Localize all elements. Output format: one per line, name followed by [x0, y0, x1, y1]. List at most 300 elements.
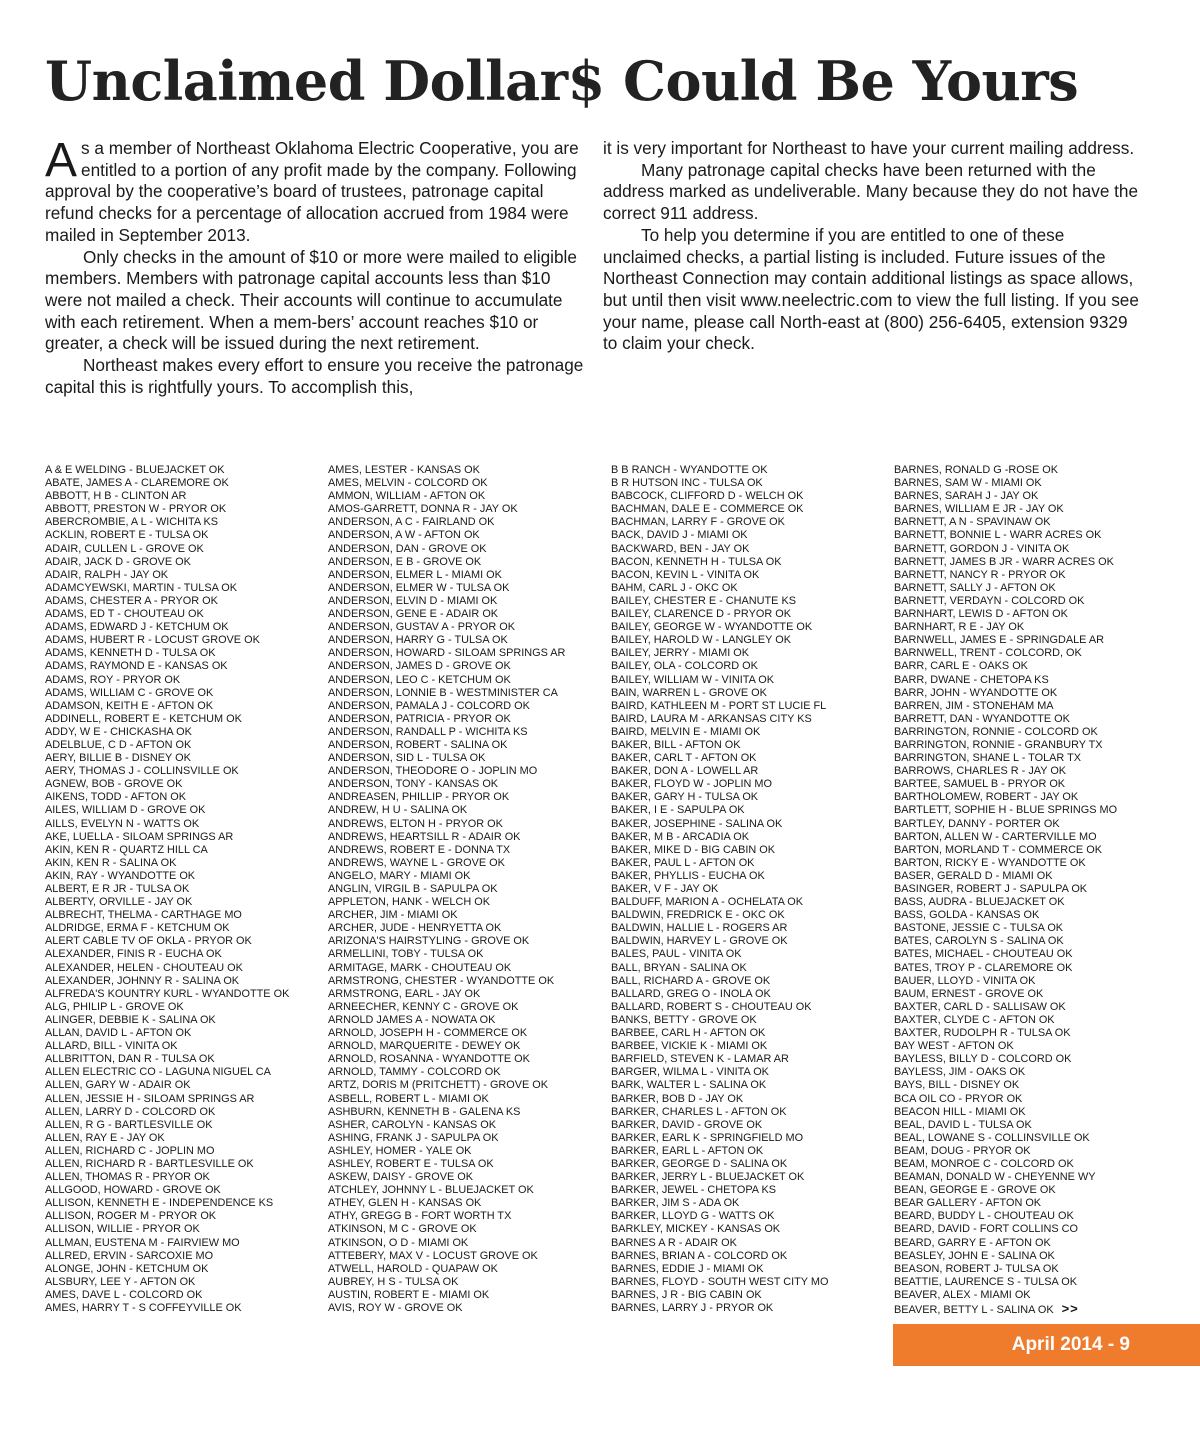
- list-item: [45, 1289, 330, 1302]
- list-item: [611, 647, 896, 660]
- list-item: [894, 909, 1179, 922]
- list-item-text: ANDERSON, ROBERT - SALINA OK: [328, 738, 508, 751]
- list-item-text: BAYS, BILL - DISNEY OK: [894, 1079, 1020, 1092]
- list-item-text: BARNETT, VERDAYN - COLCORD OK: [894, 594, 1085, 607]
- list-item: [894, 713, 1179, 726]
- list-item-text: ALG, PHILIP L - GROVE OK: [45, 1000, 184, 1013]
- list-item: [328, 1053, 613, 1066]
- list-item: [611, 935, 896, 948]
- list-item: [45, 621, 330, 634]
- list-item-text: BALDWIN, HARVEY L - GROVE OK: [611, 935, 788, 948]
- list-item-text: B B RANCH - WYANDOTTE OK: [611, 464, 768, 476]
- list-item-text: ALLGOOD, HOWARD - GROVE OK: [45, 1184, 221, 1197]
- list-item: [894, 1145, 1179, 1158]
- list-item-text: ANDERSON, HOWARD - SILOAM SPRINGS AR: [328, 647, 566, 660]
- list-item: [328, 687, 613, 700]
- list-item-text: BALDUFF, MARION A - OCHELATA OK: [611, 896, 804, 909]
- intro-paragraph-5: To help you determine if you are entitled to one of these unclaimed checks, a partial listing is included. Future issues of the Northeast Connection may contain additional listings as space allows, but until then visit www.neelectric.com to view the full listing. If you see your name, please call North-east at (800) 256-6405, extension 9329 to claim your check.: [603, 224, 1139, 354]
- list-item: [328, 857, 613, 870]
- list-item-text: ALLISON, KENNETH E - INDEPENDENCE KS: [45, 1197, 274, 1210]
- name-list-column-4: [894, 464, 1179, 1317]
- list-item: [45, 975, 330, 988]
- list-item-text: ADAIR, CULLEN L - GROVE OK: [45, 542, 204, 555]
- list-item: [45, 595, 330, 608]
- list-item: [894, 1302, 1179, 1317]
- list-item-text: BAYLESS, JIM - OAKS OK: [894, 1066, 1026, 1079]
- list-item-text: ANDERSON, A W - AFTON OK: [328, 529, 480, 542]
- list-item: [45, 660, 330, 673]
- list-item-text: ATHEY, GLEN H - KANSAS OK: [328, 1197, 482, 1210]
- list-item: [45, 503, 330, 516]
- list-item: [328, 1197, 613, 1210]
- list-item-text: ALLBRITTON, DAN R - TULSA OK: [45, 1053, 215, 1066]
- list-item: [45, 516, 330, 529]
- list-item-text: APPLETON, HANK - WELCH OK: [328, 896, 490, 909]
- name-list-column-2: [328, 464, 613, 1315]
- list-item-text: ARNOLD, TAMMY - COLCORD OK: [328, 1066, 501, 1079]
- list-item: [45, 1079, 330, 1092]
- list-item-text: BAXTER, RUDOLPH R - TULSA OK: [894, 1027, 1071, 1040]
- list-item-text: AILES, WILLIAM D - GROVE OK: [45, 804, 206, 817]
- list-item-text: ADAMS, WILLIAM C - GROVE OK: [45, 686, 214, 699]
- list-item: [45, 687, 330, 700]
- list-item-text: BAHM, CARL J - OKC OK: [611, 581, 738, 594]
- list-item: [328, 1093, 613, 1106]
- list-item-text: BAKER, JOSEPHINE - SALINA OK: [611, 817, 783, 830]
- list-item-text: ANDREASEN, PHILLIP - PRYOR OK: [328, 791, 510, 804]
- list-item-text: ABBOTT, PRESTON W - PRYOR OK: [45, 503, 227, 516]
- list-item: [894, 1276, 1179, 1289]
- list-item: [894, 1053, 1179, 1066]
- list-item: [328, 569, 613, 582]
- list-item: [328, 962, 613, 975]
- list-item-text: BARFIELD, STEVEN K - LAMAR AR: [611, 1053, 789, 1066]
- list-item: [45, 844, 330, 857]
- list-item-text: ADDY, W E - CHICKASHA OK: [45, 725, 192, 738]
- list-item: [45, 883, 330, 896]
- list-item: [894, 595, 1179, 608]
- list-item: [894, 896, 1179, 909]
- list-item-text: BATES, MICHAEL - CHOUTEAU OK: [894, 948, 1073, 961]
- list-item-text: ADELBLUE, C D - AFTON OK: [45, 738, 192, 751]
- list-item-text: ARMITAGE, MARK - CHOUTEAU OK: [328, 961, 512, 974]
- list-item: [894, 1197, 1179, 1210]
- list-item-text: BACK, DAVID J - MIAMI OK: [611, 529, 748, 542]
- list-item-text: ARNOLD, JOSEPH H - COMMERCE OK: [328, 1027, 528, 1040]
- list-item: [328, 634, 613, 647]
- list-item-text: BAKER, I E - SAPULPA OK: [611, 804, 745, 817]
- list-item-text: ALLRED, ERVIN - SARCOXIE MO: [45, 1249, 214, 1262]
- list-item-text: ANDERSON, GUSTAV A - PRYOR OK: [328, 621, 515, 634]
- list-item: [894, 477, 1179, 490]
- list-item: [611, 464, 896, 477]
- list-item: [611, 1223, 896, 1236]
- list-item: [328, 752, 613, 765]
- list-item-text: BAILEY, HAROLD W - LANGLEY OK: [611, 634, 791, 647]
- list-item-text: BAY WEST - AFTON OK: [894, 1040, 1014, 1053]
- list-item: [611, 1263, 896, 1276]
- list-item: [611, 831, 896, 844]
- list-item: [611, 962, 896, 975]
- list-item: [894, 543, 1179, 556]
- list-item: [45, 962, 330, 975]
- list-item: [611, 988, 896, 1001]
- list-item: [894, 778, 1179, 791]
- list-item-text: ASHER, CAROLYN - KANSAS OK: [328, 1118, 497, 1131]
- list-item: [328, 975, 613, 988]
- list-item: [328, 791, 613, 804]
- list-item-text: BARKER, GEORGE D - SALINA OK: [611, 1157, 788, 1170]
- list-item: [894, 660, 1179, 673]
- list-item-text: BAILEY, WILLIAM W - VINITA OK: [611, 673, 774, 686]
- list-item: [611, 948, 896, 961]
- list-item: [611, 739, 896, 752]
- list-item: [894, 1237, 1179, 1250]
- list-item-text: AGNEW, BOB - GROVE OK: [45, 778, 183, 791]
- list-item-text: ANDERSON, HARRY G - TULSA OK: [328, 634, 508, 647]
- list-item: [611, 752, 896, 765]
- list-item: [328, 804, 613, 817]
- list-item-text: BALLARD, GREG O - INOLA OK: [611, 987, 771, 1000]
- list-item: [328, 595, 613, 608]
- list-item: [611, 595, 896, 608]
- list-item: [45, 1027, 330, 1040]
- list-item-text: ALLISON, ROGER M - PRYOR OK: [45, 1210, 217, 1223]
- list-item-text: BALDWIN, FREDRICK E - OKC OK: [611, 909, 785, 922]
- list-item: [45, 1276, 330, 1289]
- list-item: [45, 1053, 330, 1066]
- list-item: [894, 647, 1179, 660]
- list-item-text: ADAMS, ROY - PRYOR OK: [45, 673, 181, 686]
- list-item: [611, 844, 896, 857]
- list-item-text: ACKLIN, ROBERT E - TULSA OK: [45, 529, 209, 542]
- list-item-text: ALLEN, JESSIE H - SILOAM SPRINGS AR: [45, 1092, 255, 1105]
- list-item-text: BEARD, DAVID - FORT COLLINS CO: [894, 1223, 1078, 1236]
- list-item: [45, 1014, 330, 1027]
- list-item-text: BARNES, J R - BIG CABIN OK: [611, 1288, 762, 1301]
- list-item-text: BARNES, SARAH J - JAY OK: [894, 490, 1039, 503]
- list-item-text: ALLEN, R G - BARTLESVILLE OK: [45, 1118, 213, 1131]
- list-item: [45, 674, 330, 687]
- list-item-text: ANDERSON, GENE E - ADAIR OK: [328, 608, 499, 621]
- list-item: [611, 857, 896, 870]
- list-item: [894, 752, 1179, 765]
- list-item-text: BASER, GERALD D - MIAMI OK: [894, 869, 1053, 882]
- list-item: [45, 582, 330, 595]
- list-item: [45, 1106, 330, 1119]
- list-item: [611, 674, 896, 687]
- list-item-text: BARNETT, BONNIE L - WARR ACRES OK: [894, 529, 1102, 542]
- list-item-text: BAKER, PHYLLIS - EUCHA OK: [611, 869, 765, 882]
- list-item: [611, 660, 896, 673]
- list-item: [328, 1119, 613, 1132]
- list-item-text: AMES, MELVIN - COLCORD OK: [328, 477, 488, 490]
- list-item: [45, 556, 330, 569]
- list-item: [45, 1119, 330, 1132]
- list-item: [45, 857, 330, 870]
- list-item-text: BAKER, PAUL L - AFTON OK: [611, 856, 755, 869]
- list-item: [894, 870, 1179, 883]
- list-item-text: ADAMS, HUBERT R - LOCUST GROVE OK: [45, 634, 260, 647]
- list-item: [611, 1145, 896, 1158]
- list-item-text: BARNWELL, TRENT - COLCORD, OK: [894, 647, 1082, 660]
- list-item-text: BARNHART, LEWIS D - AFTON OK: [894, 608, 1068, 621]
- list-item: [611, 1171, 896, 1184]
- list-item-text: BARTON, MORLAND T - COMMERCE OK: [894, 843, 1102, 856]
- list-item: [45, 1066, 330, 1079]
- list-item: [894, 516, 1179, 529]
- list-item-text: BALLARD, ROBERT S - CHOUTEAU OK: [611, 1000, 812, 1013]
- list-item: [894, 1132, 1179, 1145]
- list-item-text: BARKER, JIM S - ADA OK: [611, 1197, 740, 1210]
- list-item: [894, 1289, 1179, 1302]
- list-item-text: BARRINGTON, RONNIE - GRANBURY TX: [894, 738, 1103, 751]
- list-item: [894, 503, 1179, 516]
- list-item: [45, 778, 330, 791]
- list-item: [611, 765, 896, 778]
- list-item-text: BEAM, DOUG - PRYOR OK: [894, 1144, 1031, 1157]
- list-item-text: BAXTER, CARL D - SALLISAW OK: [894, 1000, 1066, 1013]
- list-item: [328, 1223, 613, 1236]
- list-item-text: ATCHLEY, JOHNNY L - BLUEJACKET OK: [328, 1184, 534, 1197]
- list-item: [611, 804, 896, 817]
- list-item: [611, 713, 896, 726]
- list-item-text: ARIZONA'S HAIRSTYLING - GROVE OK: [328, 935, 530, 948]
- list-item-text: ATWELL, HAROLD - QUAPAW OK: [328, 1262, 498, 1275]
- list-item: [45, 700, 330, 713]
- list-item-text: BARROWS, CHARLES R - JAY OK: [894, 765, 1067, 778]
- list-item: [611, 1027, 896, 1040]
- list-item-text: BEAMAN, DONALD W - CHEYENNE WY: [894, 1171, 1096, 1184]
- list-item-text: ANDERSON, PAMALA J - COLCORD OK: [328, 699, 530, 712]
- list-item: [894, 621, 1179, 634]
- list-item: [894, 818, 1179, 831]
- list-item-text: ANDERSON, TONY - KANSAS OK: [328, 778, 499, 791]
- list-item: [45, 569, 330, 582]
- list-item: [45, 713, 330, 726]
- list-item-text: ANDERSON, ELVIN D - MIAMI OK: [328, 594, 498, 607]
- list-item: [45, 1263, 330, 1276]
- list-item-text: BAKER, V F - JAY OK: [611, 883, 719, 895]
- list-item: [611, 1001, 896, 1014]
- list-item: [894, 962, 1179, 975]
- list-item-text: ATTEBERY, MAX V - LOCUST GROVE OK: [328, 1249, 538, 1262]
- list-item: [45, 608, 330, 621]
- list-item: [328, 1040, 613, 1053]
- list-item: [45, 765, 330, 778]
- list-item: [611, 621, 896, 634]
- list-item: [45, 935, 330, 948]
- list-item: [894, 883, 1179, 896]
- list-item-text: ANDERSON, ELMER L - MIAMI OK: [328, 568, 502, 581]
- list-item: [611, 543, 896, 556]
- list-item-text: BASTONE, JESSIE C - TULSA OK: [894, 922, 1064, 935]
- list-item: [328, 490, 613, 503]
- list-item: [328, 1171, 613, 1184]
- list-item: [611, 791, 896, 804]
- list-item-text: AMOS-GARRETT, DONNA R - JAY OK: [328, 503, 518, 516]
- list-item: [328, 909, 613, 922]
- list-item: [328, 726, 613, 739]
- list-item: [328, 1001, 613, 1014]
- list-item-text: ARTZ, DORIS M (PRITCHETT) - GROVE OK: [328, 1079, 549, 1092]
- list-item-text: BEAL, LOWANE S - COLLINSVILLE OK: [894, 1131, 1090, 1144]
- list-item-text: BATES, TROY P - CLAREMORE OK: [894, 961, 1073, 974]
- list-item: [45, 1040, 330, 1053]
- list-item-text: ASHING, FRANK J - SAPULPA OK: [328, 1131, 499, 1144]
- list-item-text: BEAM, MONROE C - COLCORD OK: [894, 1157, 1074, 1170]
- list-item-text: BARREN, JIM - STONEHAM MA: [894, 699, 1054, 712]
- list-item-text: ANDERSON, PATRICIA - PRYOR OK: [328, 712, 511, 725]
- list-item: [328, 660, 613, 673]
- list-item-text: BEAVER, ALEX - MIAMI OK: [894, 1288, 1031, 1301]
- list-item: [328, 1132, 613, 1145]
- list-item: [328, 844, 613, 857]
- list-item-text: AIKENS, TODD - AFTON OK: [45, 791, 187, 804]
- list-item-text: BAIRD, MELVIN E - MIAMI OK: [611, 725, 761, 738]
- list-item: [328, 1210, 613, 1223]
- list-item-text: ALSBURY, LEE Y - AFTON OK: [45, 1275, 196, 1288]
- list-item: [328, 700, 613, 713]
- list-item-text: ARNEECHER, KENNY C - GROVE OK: [328, 1000, 519, 1013]
- list-item-text: ATHY, GREGG B - FORT WORTH TX: [328, 1210, 512, 1223]
- list-item-text: BACON, KENNETH H - TULSA OK: [611, 555, 782, 568]
- list-item-text: BAILEY, CLARENCE D - PRYOR OK: [611, 608, 791, 621]
- list-item-text: BEATTIE, LAURENCE S - TULSA OK: [894, 1275, 1077, 1288]
- list-item-text: BARKER, JERRY L - BLUEJACKET OK: [611, 1171, 805, 1184]
- list-item-text: ARCHER, JUDE - HENRYETTA OK: [328, 922, 502, 935]
- list-item: [45, 1223, 330, 1236]
- list-item: [611, 477, 896, 490]
- list-item-text: BARKER, EARL L - AFTON OK: [611, 1144, 764, 1157]
- intro-column-right: [603, 138, 1143, 355]
- list-item-text: ASHBURN, KENNETH B - GALENA KS: [328, 1105, 521, 1118]
- list-item: [611, 700, 896, 713]
- list-item: [45, 818, 330, 831]
- list-item: [894, 1263, 1179, 1276]
- list-item: [611, 1289, 896, 1302]
- list-item: [894, 726, 1179, 739]
- list-item-text: ANDERSON, RANDALL P - WICHITA KS: [328, 725, 528, 738]
- list-item-text: BAIN, WARREN L - GROVE OK: [611, 686, 767, 699]
- list-item-text: BARR, JOHN - WYANDOTTE OK: [894, 686, 1058, 699]
- list-item: [611, 896, 896, 909]
- list-item: [45, 634, 330, 647]
- list-item-text: BARNES A R - ADAIR OK: [611, 1236, 737, 1249]
- list-item-text: BARNETT, JAMES B JR - WARR ACRES OK: [894, 555, 1114, 568]
- list-item-text: ALDRIDGE, ERMA F - KETCHUM OK: [45, 922, 230, 935]
- list-item: [894, 1158, 1179, 1171]
- list-item: [328, 935, 613, 948]
- list-item-text: ANDERSON, LEO C - KETCHUM OK: [328, 673, 511, 686]
- list-item-text: ALLAN, DAVID L - AFTON OK: [45, 1027, 192, 1040]
- list-item: [45, 726, 330, 739]
- list-item: [894, 1093, 1179, 1106]
- list-item-text: BARTON, ALLEN W - CARTERVILLE MO: [894, 830, 1097, 843]
- list-item-text: BAUM, ERNEST - GROVE OK: [894, 987, 1044, 1000]
- list-item-text: ALLEN, RAY E - JAY OK: [45, 1131, 165, 1144]
- list-item: [611, 1302, 896, 1315]
- list-item-text: BARNETT, A N - SPAVINAW OK: [894, 516, 1051, 529]
- list-item-text: BAKER, MIKE D - BIG CABIN OK: [611, 843, 775, 856]
- list-item-text: ADAMS, EDWARD J - KETCHUM OK: [45, 621, 229, 634]
- list-item-text: BARNHART, R E - JAY OK: [894, 621, 1025, 634]
- list-item-text: ALLEN, RICHARD R - BARTLESVILLE OK: [45, 1157, 254, 1170]
- list-item: [328, 713, 613, 726]
- list-item: [45, 490, 330, 503]
- list-item: [328, 621, 613, 634]
- list-item: [45, 739, 330, 752]
- list-item-text: BARRINGTON, RONNIE - COLCORD OK: [894, 725, 1098, 738]
- list-item-text: BASS, GOLDA - KANSAS OK: [894, 909, 1040, 922]
- list-item-text: BARNES, RONALD G -ROSE OK: [894, 464, 1058, 476]
- list-item-text: BAKER, DON A - LOWELL AR: [611, 765, 759, 778]
- list-item-text: ALBERT, E R JR - TULSA OK: [45, 883, 190, 895]
- list-item-text: ALLARD, BILL - VINITA OK: [45, 1040, 178, 1053]
- list-item-text: BASINGER, ROBERT J - SAPULPA OK: [894, 883, 1088, 895]
- list-item-text: AMMON, WILLIAM - AFTON OK: [328, 490, 486, 503]
- list-item-text: BARNWELL, JAMES E - SPRINGDALE AR: [894, 634, 1105, 647]
- list-item: [894, 464, 1179, 477]
- list-item-text: BASS, AUDRA - BLUEJACKET OK: [894, 896, 1065, 909]
- list-item-text: BABCOCK, CLIFFORD D - WELCH OK: [611, 490, 804, 503]
- name-list-column-1: [45, 464, 330, 1315]
- list-item: [45, 1171, 330, 1184]
- list-item: [894, 1066, 1179, 1079]
- list-item-text: ALEXANDER, FINIS R - EUCHA OK: [45, 948, 222, 961]
- list-item-text: BACHMAN, LARRY F - GROVE OK: [611, 516, 785, 529]
- list-item-text: BATES, CAROLYN S - SALINA OK: [894, 935, 1064, 948]
- list-item: [328, 1145, 613, 1158]
- list-item-text: ABERCROMBIE, A L - WICHITA KS: [45, 516, 219, 529]
- intro-paragraph-3: Northeast makes every effort to ensure you receive the patronage capital this is rightfully yours. To accomplish this,: [45, 355, 584, 397]
- list-item-text: BARKER, CHARLES L - AFTON OK: [611, 1105, 787, 1118]
- continued-arrow-icon: >>: [1061, 1302, 1079, 1316]
- list-item: [894, 988, 1179, 1001]
- list-item: [894, 1106, 1179, 1119]
- list-item-text: ANDERSON, SID L - TULSA OK: [328, 752, 486, 765]
- intro-paragraph-4: Many patronage capital checks have been returned with the address marked as undeliverable. Many because they do not have the correct 911 address.: [603, 159, 1139, 224]
- list-item-text: BARKER, DAVID - GROVE OK: [611, 1118, 763, 1131]
- list-item: [894, 490, 1179, 503]
- list-item: [894, 569, 1179, 582]
- list-item-text: ADAMCYEWSKI, MARTIN - TULSA OK: [45, 581, 238, 594]
- list-item-text: BARGER, WILMA L - VINITA OK: [611, 1066, 769, 1079]
- list-item-text: ARNOLD, MARQUERITE - DEWEY OK: [328, 1040, 521, 1053]
- list-item-text: ADDINELL, ROBERT E - KETCHUM OK: [45, 712, 242, 725]
- list-item-text: ANGLIN, VIRGIL B - SAPULPA OK: [328, 883, 498, 895]
- list-item-text: ARNOLD, ROSANNA - WYANDOTTE OK: [328, 1053, 530, 1066]
- list-item-text: BEARD, GARRY E - AFTON OK: [894, 1236, 1051, 1249]
- list-item-text: AUSTIN, ROBERT E - MIAMI OK: [328, 1288, 490, 1301]
- list-item-text: BARKER, EARL K - SPRINGFIELD MO: [611, 1131, 804, 1144]
- list-item-text: ATKINSON, M C - GROVE OK: [328, 1223, 477, 1236]
- list-item-text: ANDREWS, ELTON H - PRYOR OK: [328, 817, 503, 830]
- list-item: [611, 1040, 896, 1053]
- list-item: [894, 608, 1179, 621]
- intro-paragraph-2: Only checks in the amount of $10 or more were mailed to eligible members. Members with patronage capital accounts less than $10 were not mailed a check. Their accounts will continue to accumulate with each retirement. When a mem-bers’ account reaches $10 or greater, a check will be issued during the next retirement.: [45, 246, 577, 354]
- list-item: [894, 922, 1179, 935]
- list-item-text: ANDERSON, DAN - GROVE OK: [328, 542, 487, 555]
- list-item: [894, 529, 1179, 542]
- list-item: [894, 831, 1179, 844]
- list-item-text: AKIN, RAY - WYANDOTTE OK: [45, 869, 196, 882]
- list-item-text: BAKER, BILL - AFTON OK: [611, 738, 741, 751]
- list-item-text: ANDERSON, THEODORE O - JOPLIN MO: [328, 765, 538, 778]
- list-item: [45, 477, 330, 490]
- list-item-text: AILLS, EVELYN N - WATTS OK: [45, 817, 200, 830]
- list-item-text: AUBREY, H S - TULSA OK: [328, 1275, 459, 1288]
